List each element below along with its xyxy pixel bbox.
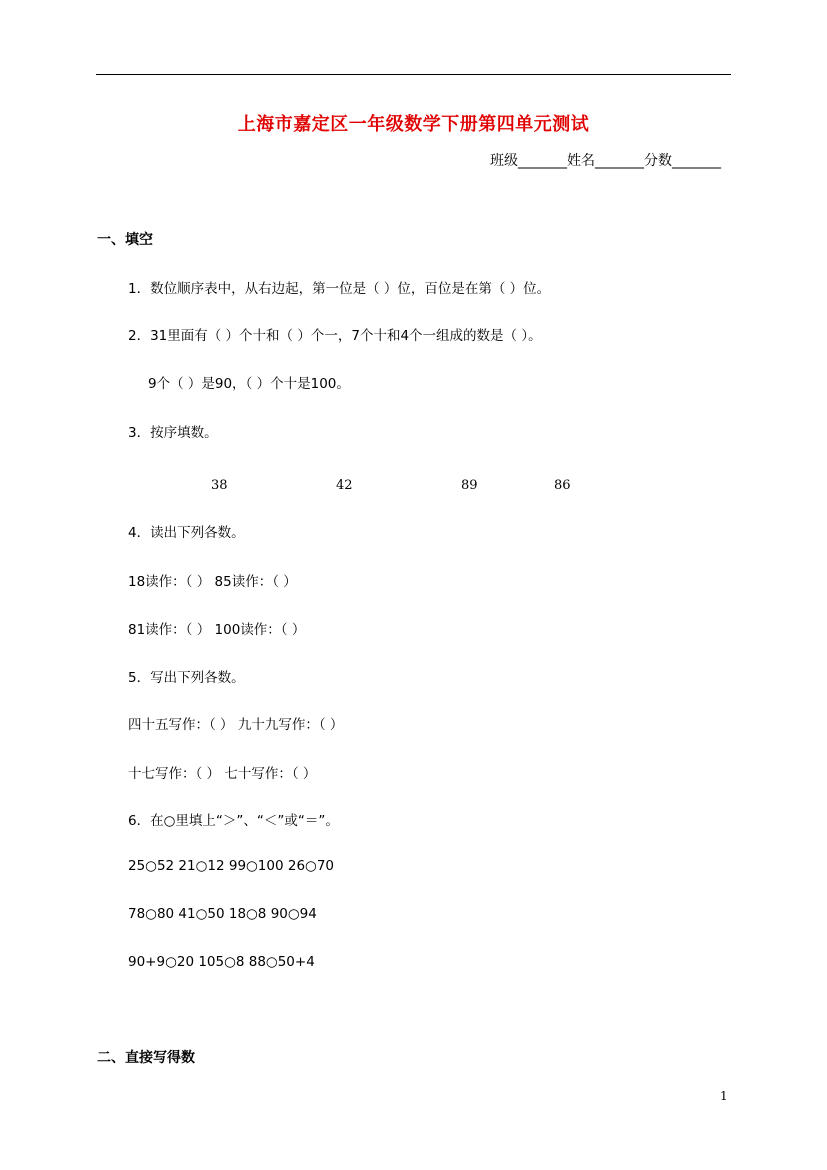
question-3: 3．按序填数。 (128, 425, 218, 441)
sequence-number: 38 (211, 478, 228, 493)
question-2-part-b: 9个（ ）是90，（ ）个十是100。 (148, 376, 350, 392)
question-6-line-2: 78○80 41○50 18○8 90○94 (128, 906, 317, 922)
header-rule (96, 74, 731, 75)
sequence-number: 86 (554, 478, 571, 493)
question-4: 4．读出下列各数。 (128, 525, 245, 541)
document-title: 上海市嘉定区一年级数学下册第四单元测试 (237, 114, 590, 135)
page-number: 1 (720, 1089, 728, 1103)
question-6-line-3: 90+9○20 105○8 88○50+4 (128, 954, 315, 970)
question-6: 6．在○里填上“＞”、“＜”或“＝”。 (128, 813, 339, 829)
question-1: 1．数位顺序表中，从右边起，第一位是（ ）位，百位是在第（ ）位。 (128, 281, 551, 297)
question-4-line-2: 81读作：（ ） 100读作：（ ） (128, 622, 306, 638)
sequence-number: 89 (461, 478, 478, 493)
section-heading-direct-calc: 二、直接写得数 (97, 1050, 195, 1066)
section-heading-fill-in: 一、填空 (97, 232, 153, 248)
question-5-line-1: 四十五写作：（ ） 九十九写作：（ ） (128, 717, 344, 733)
question-2: 2．31里面有（ ）个十和（ ）个一，7个十和4个一组成的数是（ ）。 (128, 328, 542, 344)
question-5: 5．写出下列各数。 (128, 670, 245, 686)
student-info-line: 班级_______姓名_______分数_______ (490, 153, 721, 169)
question-6-line-1: 25○52 21○12 99○100 26○70 (128, 858, 335, 874)
question-4-line-1: 18读作：（ ） 85读作：（ ） (128, 574, 297, 590)
question-5-line-2: 十七写作：（ ） 七十写作：（ ） (128, 766, 317, 782)
sequence-number: 42 (336, 478, 353, 493)
